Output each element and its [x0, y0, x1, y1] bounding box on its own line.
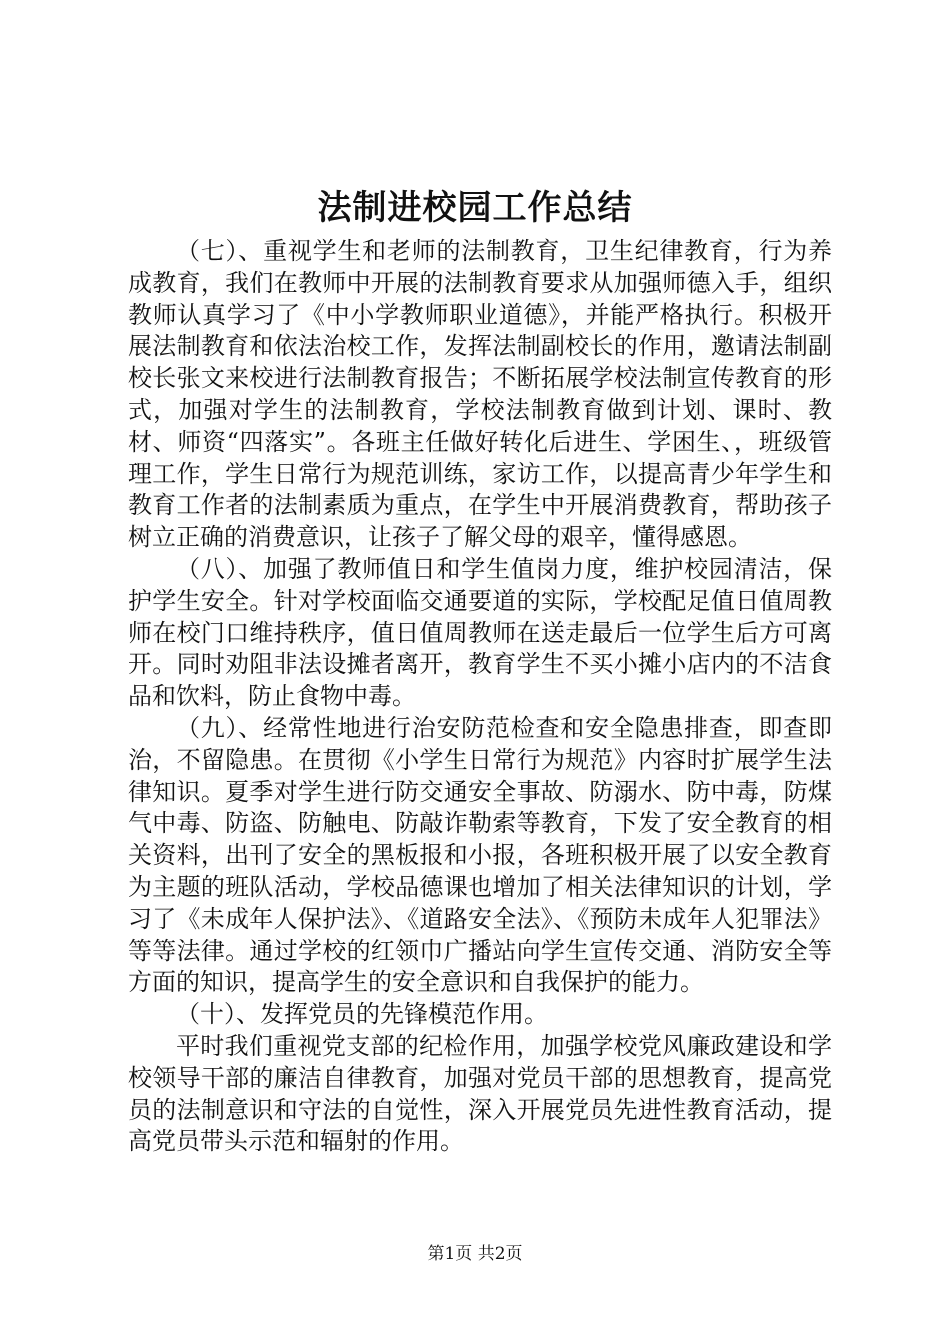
document-title: 法制进校园工作总结 — [317, 188, 633, 228]
page-footer: 第1页 共2页 — [427, 1244, 523, 1264]
paragraph-9: （九）、经常性地进行治安防范检查和安全隐患排查，即查即治，不留隐患。在贯彻《小学生日常行为规范》内容时扩展学生法律知识。夏季对学生进行防交通安全事故、防溺水、防中毒，防煤气中毒、防盗、防触电、防敲诈勒索等教育，下发了安全教育的相关资料，出刊了安全的黑板报和小报，各班积极开展了以安全教育为主题的班队活动，学校品德课也增加了相关法律知识的计划，学习了《未成年人保护法》、《道路安全法》、《预防未成年人犯罪法》等等法律。通过学校的红领巾广播站向学生宣传交通、消防安全等方面的知识，提高学生的安全意识和自我保护的能力。 — [128, 713, 832, 997]
paragraph-10-body: 平时我们重视党支部的纪检作用，加强学校党风廉政建设和学校领导干部的廉洁自律教育，加强对党员干部的思想教育，提高党员的法制意识和守法的自觉性，深入开展党员先进性教育活动，提高党员带头示范和辐射的作用。 — [128, 1031, 832, 1156]
paragraph-10-heading: （十）、发挥党员的先锋模范作用。 — [176, 1000, 548, 1029]
document-body — [128, 236, 832, 1158]
paragraph-7: （七）、重视学生和老师的法制教育，卫生纪律教育，行为养成教育，我们在教师中开展的法制教育要求从加强师德入手，组织教师认真学习了《中小学教师职业道德》，并能严格执行。积极开展法制教育和依法治校工作，发挥法制副校长的作用，邀请法制副校长张文来校进行法制教育报告；不断拓展学校法制宣传教育的形式，加强对学生的法制教育，学校法制教育做到计划、课时、教材、师资“四落实”。各班主任做好转化后进生、学困生、，班级管理工作，学生日常行为规范训练，家访工作，以提高青少年学生和教育工作者的法制素质为重点，在学生中开展消费教育，帮助孩子树立正确的消费意识，让孩子了解父母的艰辛，懂得感恩。 — [128, 237, 832, 552]
paragraph-8: （八）、加强了教师值日和学生值岗力度，维护校园清洁，保护学生安全。针对学校面临交通要道的实际，学校配足值日值周教师在校门口维持秩序，值日值周教师在送走最后一位学生后方可离开。同时劝阻非法设摊者离开，教育学生不买小摊小店内的不洁食品和饮料，防止食物中毒。 — [128, 554, 832, 711]
